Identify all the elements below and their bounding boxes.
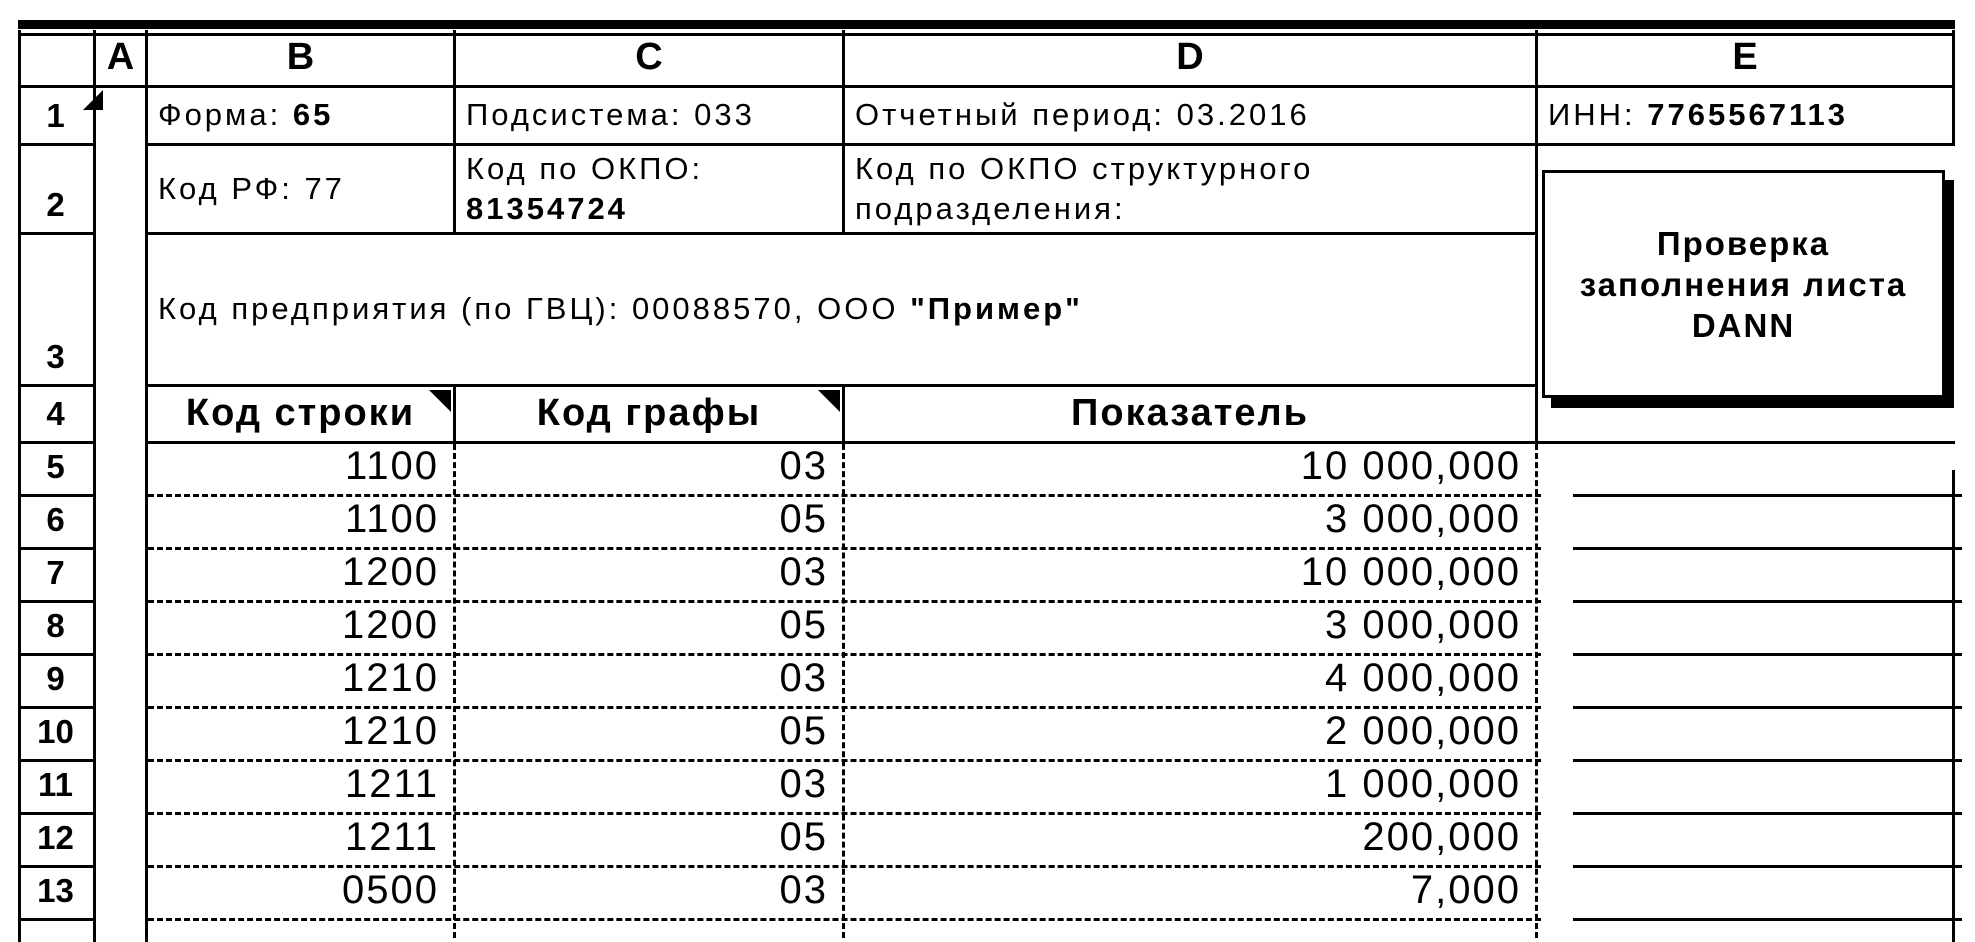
cell-row-code[interactable]: 1200 <box>342 550 439 594</box>
check-sheet-button-line3: DANN <box>1691 306 1796 344</box>
cell-value[interactable]: 3 000,000 <box>1325 497 1521 541</box>
cell-value[interactable]: 2 000,000 <box>1325 709 1521 753</box>
cell-value[interactable]: 10 000,000 <box>1300 444 1521 488</box>
result-underline <box>1573 918 1962 921</box>
grid-line <box>1952 470 1955 942</box>
cell-value[interactable]: 200,000 <box>1362 815 1521 859</box>
row-header-7[interactable]: 7 <box>46 553 65 591</box>
header-row-code[interactable]: Код строки <box>185 392 416 435</box>
cell-value[interactable]: 4 000,000 <box>1325 656 1521 700</box>
cell-subsystem[interactable]: Подсистема: 033 <box>466 97 755 133</box>
cell-row-code[interactable]: 1210 <box>342 656 439 700</box>
cell-row-code[interactable]: 1211 <box>344 762 439 806</box>
cell-form[interactable] <box>148 88 453 143</box>
row-header-3[interactable]: 3 <box>46 337 65 375</box>
cell-col-code[interactable]: 05 <box>779 815 828 859</box>
cell-inn[interactable] <box>1538 88 1952 143</box>
cell-value[interactable]: 10 000,000 <box>1300 550 1521 594</box>
header-col-code[interactable]: Код графы <box>536 392 762 435</box>
result-underline <box>1573 653 1962 656</box>
row-header-12[interactable]: 12 <box>37 818 74 856</box>
grid-line <box>18 918 96 921</box>
cell-col-code[interactable]: 03 <box>779 550 828 594</box>
check-sheet-button-line1: Проверка <box>1656 224 1831 262</box>
check-sheet-button[interactable] <box>1542 170 1945 398</box>
select-all-corner[interactable] <box>18 30 93 85</box>
cell-row-code[interactable]: 1200 <box>342 603 439 647</box>
row-header-8[interactable]: 8 <box>46 606 65 644</box>
result-underline <box>1573 494 1962 497</box>
cell-row-code[interactable]: 1100 <box>344 497 439 541</box>
column-header-c[interactable]: C <box>635 35 663 78</box>
column-header-a[interactable]: A <box>106 35 135 78</box>
enterprise-name: "Пример" <box>910 291 1083 327</box>
row-header-6[interactable]: 6 <box>46 500 65 538</box>
inn-value: 7765567113 <box>1647 97 1848 133</box>
cell-report-period[interactable]: Отчетный период: 03.2016 <box>855 97 1310 133</box>
cell-col-code[interactable]: 03 <box>779 762 828 806</box>
cell-row-code[interactable]: 1100 <box>344 444 439 488</box>
enterprise-prefix: Код предприятия (по ГВЦ): 00088570, ООО <box>158 291 911 327</box>
cell-enterprise-code[interactable] <box>148 235 1535 384</box>
cell-col-code[interactable]: 05 <box>779 603 828 647</box>
header-indicator[interactable]: Показатель <box>1071 392 1309 435</box>
cell-col-code[interactable]: 05 <box>779 709 828 753</box>
result-underline <box>1573 547 1962 550</box>
row-header-4[interactable]: 4 <box>46 394 65 432</box>
inn-label: ИНН: <box>1548 97 1648 133</box>
column-header-d[interactable]: D <box>1176 35 1204 78</box>
form-value: 65 <box>292 97 334 133</box>
cell-row-code[interactable]: 0500 <box>342 868 439 912</box>
cell-value[interactable]: 1 000,000 <box>1325 762 1521 806</box>
okpo-label: Код по ОКПО: <box>466 151 704 186</box>
result-underline <box>1573 759 1962 762</box>
form-label: Форма: <box>158 97 293 133</box>
cell-value[interactable]: 7,000 <box>1410 868 1521 912</box>
cell-okpo-struct[interactable] <box>845 146 1535 232</box>
grid-line <box>18 20 1955 29</box>
result-underline <box>1573 600 1962 603</box>
result-underline <box>1573 865 1962 868</box>
cell-rf-code[interactable]: Код РФ: 77 <box>158 170 345 206</box>
check-sheet-button-line2: заполнения листа <box>1579 265 1908 303</box>
cell-col-code[interactable]: 05 <box>779 497 828 541</box>
result-underline <box>1573 706 1962 709</box>
column-header-b[interactable]: B <box>286 35 315 78</box>
okpo-value: 81354724 <box>466 191 628 226</box>
row-header-9[interactable]: 9 <box>46 659 65 697</box>
row-header-1[interactable]: 1 <box>46 96 65 134</box>
cell-row-code[interactable]: 1210 <box>342 709 439 753</box>
row-header-13[interactable]: 13 <box>37 871 74 909</box>
grid-line <box>93 30 96 942</box>
column-header-e[interactable]: E <box>1732 35 1758 78</box>
grid-line-dashed <box>1535 444 1538 938</box>
cell-row-code[interactable]: 1211 <box>344 815 439 859</box>
okpo-struct-line2: подразделения: <box>855 191 1126 226</box>
cell-col-code[interactable]: 03 <box>779 444 828 488</box>
row-header-2[interactable]: 2 <box>46 185 65 223</box>
cell-col-code[interactable]: 03 <box>779 656 828 700</box>
okpo-struct-line1: Код по ОКПО структурного <box>855 151 1314 186</box>
row-header-10[interactable]: 10 <box>37 712 74 750</box>
row-header-5[interactable]: 5 <box>46 447 65 485</box>
grid-line <box>1952 30 1955 146</box>
result-underline <box>1573 812 1962 815</box>
cell-okpo[interactable] <box>456 146 842 232</box>
row-header-11[interactable]: 11 <box>38 765 73 803</box>
cell-col-code[interactable]: 03 <box>779 868 828 912</box>
cell-value[interactable]: 3 000,000 <box>1325 603 1521 647</box>
